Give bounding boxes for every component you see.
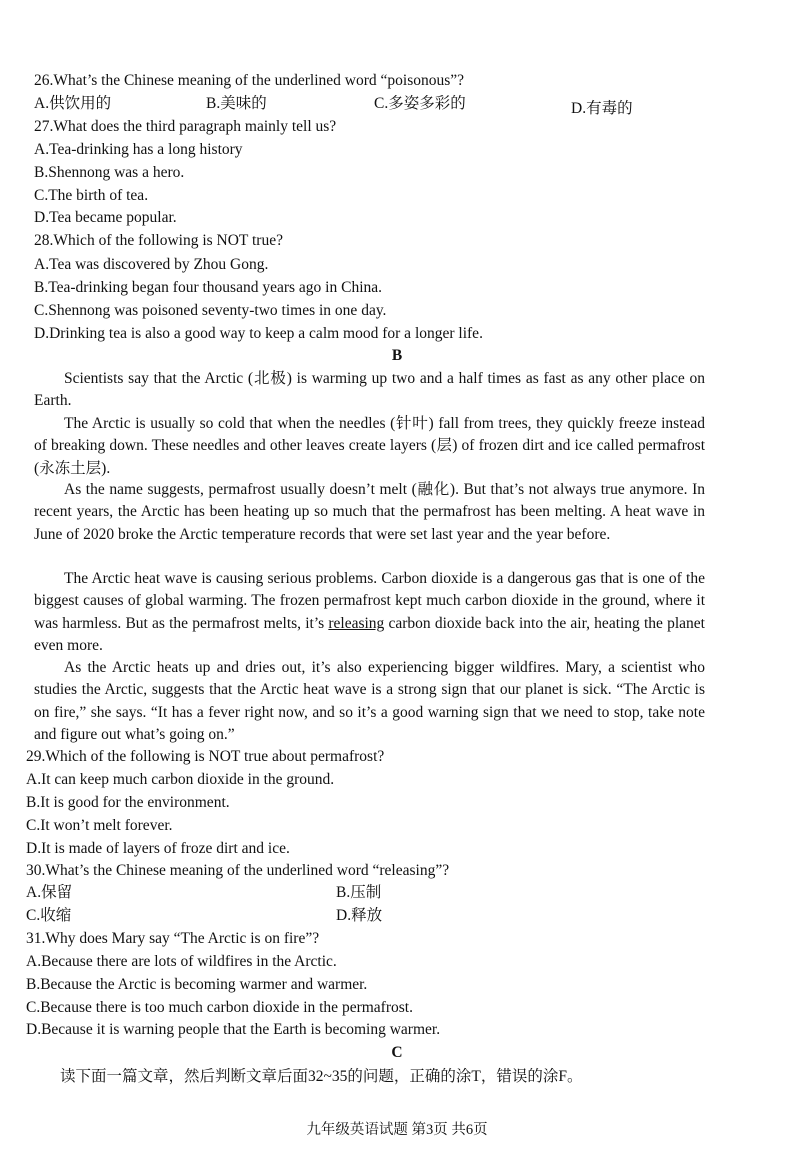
passage-b-paragraph-1	[34, 368, 705, 413]
paragraph-2-text: The Arctic is usually so cold that when the needles (针叶) fall from trees, they quickly freeze instead of breaking down. These needles and other leaves create layers (层) of frozen dirt and ice called permafrost (永冻土层).	[34, 415, 705, 477]
passage-b-paragraph-3	[34, 479, 705, 546]
underlined-word-releasing: releasing	[328, 614, 385, 632]
question-28-stem: 28.Which of the following is NOT true?	[34, 232, 283, 249]
passage-b-paragraph-2	[34, 413, 705, 480]
question-28-option-c: C.Shennong was poisoned seventy-two times in one day.	[34, 302, 387, 319]
question-28-option-d: D.Drinking tea is also a good way to keep a calm mood for a longer life.	[34, 325, 483, 342]
paragraph-3-text: As the name suggests, permafrost usually doesn’t melt (融化). But that’s not always true anymore. In recent years, the Arctic has been heating up so much that the permafrost has been melting. A heat wave in June of 2020 broke the Arctic temperature records that were set last year and the year before.	[34, 481, 705, 543]
question-28-option-b: B.Tea-drinking began four thousand years ago in China.	[34, 279, 383, 296]
question-30-option-d: D.释放	[336, 907, 383, 924]
section-b-heading: B	[391, 347, 403, 364]
question-31-option-d: D.Because it is warning people that the Earth is becoming warmer.	[26, 1021, 441, 1038]
question-26-option-c: C.多姿多彩的	[374, 95, 466, 112]
question-30-option-c: C.收缩	[26, 907, 72, 924]
passage-b-paragraph-4	[34, 568, 705, 657]
paragraph-1-text: Scientists say that the Arctic (北极) is warming up two and a half times as fast as any other place on Earth.	[34, 370, 705, 410]
question-27-option-c: C.The birth of tea.	[34, 187, 149, 204]
question-31-option-b: B.Because the Arctic is becoming warmer and warmer.	[26, 976, 368, 993]
question-26-option-d: D.有毒的	[571, 100, 633, 117]
question-27-option-d: D.Tea became popular.	[34, 209, 177, 226]
question-26-stem: 26.What’s the Chinese meaning of the underlined word “poisonous”?	[34, 72, 465, 89]
question-29-option-c: C.It won’t melt forever.	[26, 817, 173, 834]
question-29-option-a: A.It can keep much carbon dioxide in the ground.	[26, 771, 335, 788]
question-29-option-b: B.It is good for the environment.	[26, 794, 230, 811]
question-29-stem: 29.Which of the following is NOT true about permafrost?	[26, 748, 385, 765]
question-29-option-d: D.It is made of layers of froze dirt and ice.	[26, 840, 290, 857]
question-31-stem: 31.Why does Mary say “The Arctic is on fire”?	[26, 930, 320, 947]
question-27-option-a: A.Tea-drinking has a long history	[34, 141, 243, 158]
question-26-option-a: A.供饮用的	[34, 95, 112, 112]
question-27-option-b: B.Shennong was a hero.	[34, 164, 185, 181]
question-27-stem: 27.What does the third paragraph mainly tell us?	[34, 118, 337, 135]
question-30-stem: 30.What’s the Chinese meaning of the underlined word “releasing”?	[26, 862, 450, 879]
question-31-option-c: C.Because there is too much carbon dioxide in the permafrost.	[26, 999, 413, 1016]
paragraph-4-text-end: carbon dioxide back into the air, heating the planet even more.	[34, 614, 705, 654]
question-31-option-a: A.Because there are lots of wildfires in the Arctic.	[26, 953, 337, 970]
page-footer: 九年级英语试题 第3页 共6页	[306, 1122, 488, 1138]
section-c-heading: C	[391, 1044, 403, 1061]
question-30-option-a: A.保留	[26, 884, 73, 901]
section-c-instruction: 读下面一篇文章，然后判断文章后面32~35的问题，正确的涂T，错误的涂F。	[60, 1068, 583, 1085]
question-26-option-b: B.美味的	[206, 95, 267, 112]
paragraph-4-text-start: The Arctic heat wave is causing serious problems. Carbon dioxide is a dangerous gas that is one of the biggest causes of global warming. The frozen permafrost kept much carbon dioxide in the ground, where it was harmless. But as the permafrost melts, it’s	[34, 570, 705, 632]
question-30-option-b: B.压制	[336, 884, 382, 901]
passage-b-paragraph-5	[34, 657, 705, 746]
paragraph-5-text: As the Arctic heats up and dries out, it’s also experiencing bigger wildfires. Mary, a scientist who studies the Arctic, suggests that the Arctic heat wave is a strong sign that our planet is sick. “The Arctic is on fire,” she says. “It has a fever right now, and so it’s a good warning sign that we need to stop, take note and figure out what’s going on.”	[34, 659, 705, 743]
question-28-option-a: A.Tea was discovered by Zhou Gong.	[34, 256, 269, 273]
